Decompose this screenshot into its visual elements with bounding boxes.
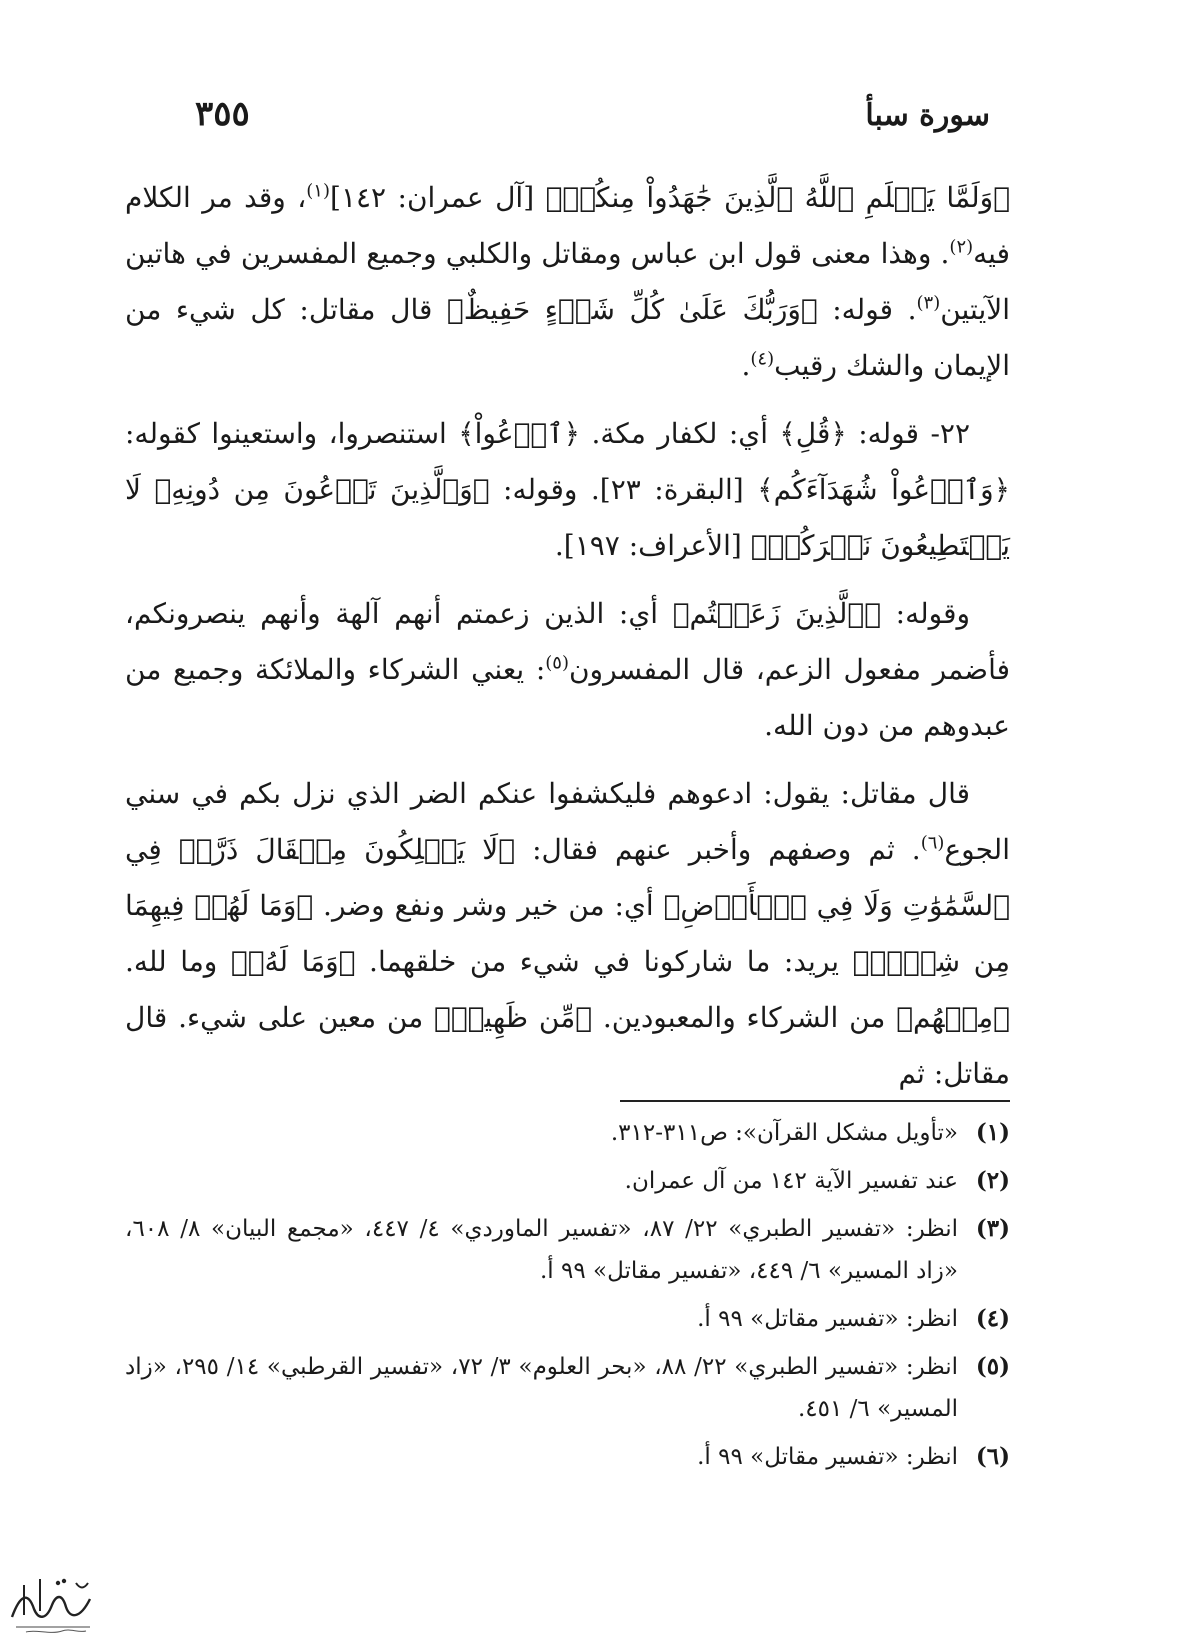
calligraphy-logo-icon xyxy=(6,1565,98,1637)
footnote-text: انظر: «تفسير الطبري» ٢٢/ ٨٨، «بحر العلوم» ٣/ ٧٢، «تفسير القرطبي» ١٤/ ٢٩٥، «زاد المسير» ٦/ ٤٥١. xyxy=(125,1354,959,1422)
footnote xyxy=(125,1298,1010,1340)
footnote-text: عند تفسير الآية ١٤٢ من آل عمران. xyxy=(624,1168,958,1194)
footnote-ref[interactable]: (٣) xyxy=(916,292,941,314)
footnote-text: انظر: «تفسير مقاتل» ٩٩ أ. xyxy=(697,1306,958,1332)
footnote-separator xyxy=(620,1100,1010,1102)
text-segment: من الشركاء والمعبودين. xyxy=(592,1001,897,1034)
footnote-text: انظر: «تفسير مقاتل» ٩٩ أ. xyxy=(697,1444,958,1470)
quran-quote: ﴿وَٱدۡعُواْ شُهَدَآءَكُم﴾ xyxy=(757,473,1010,506)
footnote-number: (٦) xyxy=(975,1443,1010,1470)
quran-quote: ﴿ٱلَّذِينَ زَعَمۡتُم﴾ xyxy=(672,597,881,630)
text-segment: [آل عمران: ١٤٢] xyxy=(330,181,546,214)
footnote-text: «تأويل مشكل القرآن»: ص٣١١-٣١٢. xyxy=(610,1120,958,1146)
footnote xyxy=(125,1436,1010,1478)
text-segment: ٢٢- قوله: xyxy=(846,417,970,450)
text-segment: . xyxy=(741,349,751,382)
text-segment: استنصروا، واستعينوا كقوله: xyxy=(125,417,459,450)
page-header xyxy=(195,88,990,148)
footnote-number: (٢) xyxy=(975,1167,1010,1194)
quran-quote: ﴿قُلِ﴾ xyxy=(779,417,847,450)
footnote-number: (١) xyxy=(975,1119,1010,1146)
text-segment: [الأعراف: ١٩٧]. xyxy=(554,529,751,562)
page-number: ٣٥٥ xyxy=(195,94,250,134)
footnote-ref[interactable]: (٥) xyxy=(545,652,569,674)
text-segment: . وهذا معنى قول ابن عباس ومقاتل والكلبي وجميع المفسرين في هاتين الآيتين xyxy=(125,237,1010,326)
quran-quote: ﴿مِّن ظَهِيرٖ﴾ xyxy=(434,1001,593,1034)
footnote-ref[interactable]: (٢) xyxy=(949,236,974,258)
text-segment: قال مقاتل: يقول: ادعوهم فليكشفوا عنكم الضر الذي نزل بكم في سني الجوع xyxy=(125,777,1010,866)
text-segment: . قوله: xyxy=(817,293,917,326)
quran-quote: ﴿لَا يَمۡلِكُونَ مِثۡقَالَ ذَرَّةٖ فِي ٱلسَّمَٰوَٰتِ وَلَا فِي ٱلۡأَرۡضِ﴾ xyxy=(125,833,1010,922)
footnote xyxy=(125,1346,1010,1430)
quran-quote: ﴿وَمَا لَهُۥ﴾ xyxy=(230,945,356,978)
footnote xyxy=(125,1112,1010,1154)
footnotes xyxy=(125,1112,1010,1484)
text-segment: من معين على شيء. قال مقاتل: ثم xyxy=(125,1001,1010,1090)
text-segment: قال مقاتل: كل شيء من الإيمان والشك رقيب xyxy=(125,293,1010,382)
text-segment: وما لله. xyxy=(125,945,231,978)
footnote xyxy=(125,1160,1010,1202)
quran-quote: ﴿مِنۡهُم﴾ xyxy=(896,1001,1010,1034)
paragraph-3 xyxy=(125,586,1010,754)
text-segment: يريد: ما شاركونا في شيء من خلقهما. xyxy=(355,945,853,978)
paragraph-2 xyxy=(125,406,1010,574)
main-text xyxy=(125,170,1010,1114)
text-segment: أي: الذين زعمتم أنهم آلهة وأنهم ينصرونكم، فأضمر مفعول الزعم، قال المفسرون xyxy=(125,597,1010,686)
text-segment: أي: من خير وشر ونفع وضر. xyxy=(313,889,664,922)
quran-quote: ﴿وَرَبُّكَ عَلَىٰ كُلِّ شَيۡءٍ حَفِيظٌ﴾ xyxy=(446,293,818,326)
text-segment: ، وقد مر الكلام فيه xyxy=(125,181,1010,270)
footnote-ref[interactable]: (٦) xyxy=(920,832,945,854)
quran-quote: ﴿وَمَا لَهُمۡ فِيهِمَا مِن شِرۡكٖ﴾ xyxy=(125,889,1010,978)
footnote-ref[interactable]: (١) xyxy=(306,180,330,202)
quran-quote: ﴿ٱدۡعُواْ﴾ xyxy=(458,417,581,450)
footnote-number: (٣) xyxy=(975,1215,1010,1242)
text-segment: أي: لكفار مكة. xyxy=(580,417,780,450)
footnote xyxy=(125,1208,1010,1292)
footnote-number: (٥) xyxy=(975,1353,1010,1380)
text-segment: وقوله: xyxy=(881,597,970,630)
text-segment: [البقرة: ٢٣]. وقوله: xyxy=(489,473,758,506)
text-segment: . ثم وصفهم وأخبر عنهم فقال: xyxy=(515,833,921,866)
quran-quote: ﴿وَلَمَّا يَعۡلَمِ ٱللَّهُ ٱلَّذِينَ جَٰهَدُواْ مِنكُمۡ﴾ xyxy=(545,181,1011,214)
paragraph-1 xyxy=(125,170,1010,394)
paragraph-4 xyxy=(125,766,1010,1102)
surah-title: سورة سبأ xyxy=(865,98,990,133)
quran-quote: ﴿وَٱلَّذِينَ تَدۡعُونَ مِن دُونِهِۦ لَا يَسۡتَطِيعُونَ نَصۡرَكُمۡ﴾ xyxy=(125,473,1010,562)
footnote-number: (٤) xyxy=(975,1305,1010,1332)
footnote-text: انظر: «تفسير الطبري» ٢٢/ ٨٧، «تفسير الماوردي» ٤/ ٤٤٧، «مجمع البيان» ٨/ ٦٠٨، «زاد المسير» ٦/ ٤٤٩، «تفسير مقاتل» ٩٩ أ. xyxy=(125,1216,959,1284)
publisher-logo xyxy=(6,1565,98,1637)
footnote-ref[interactable]: (٤) xyxy=(750,348,775,370)
text-segment: : يعني الشركاء والملائكة وجميع من عبدوهم من دون الله. xyxy=(125,653,1010,742)
